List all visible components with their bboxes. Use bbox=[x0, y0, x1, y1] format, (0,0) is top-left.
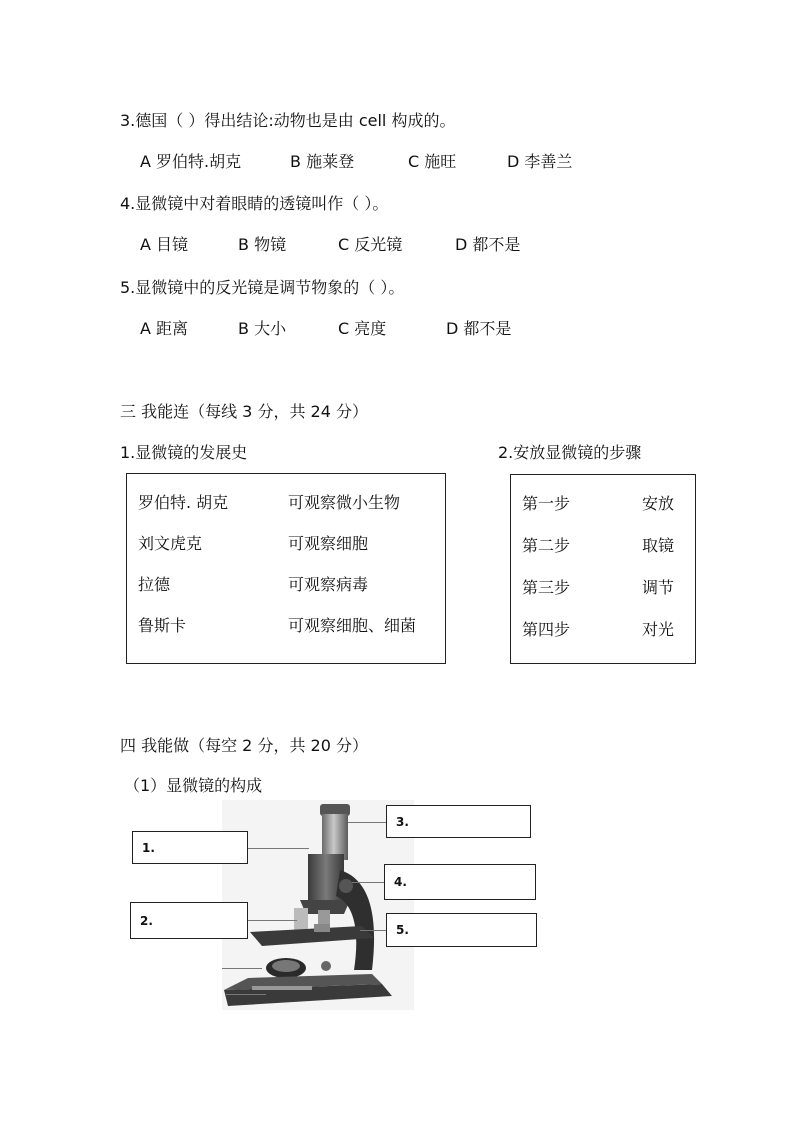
history-right-3: 可观察病毒 bbox=[288, 575, 369, 594]
section-3-title: 三 我能连（每线 3 分，共 24 分） bbox=[120, 402, 368, 421]
label-box-4[interactable] bbox=[384, 864, 536, 900]
label-2-number: 2. bbox=[140, 913, 153, 928]
q5-option-c: C 亮度 bbox=[338, 319, 387, 338]
leader-line-4 bbox=[352, 882, 384, 883]
section-4-subtitle: （1）显微镜的构成 bbox=[124, 776, 263, 795]
history-matching-box bbox=[126, 473, 446, 664]
history-left-2: 刘文虎克 bbox=[138, 534, 203, 553]
steps-left-2: 第二步 bbox=[522, 536, 571, 555]
q3-option-a: A 罗伯特.胡克 bbox=[140, 152, 242, 171]
part1-title: 1.显微镜的发展史 bbox=[120, 443, 248, 462]
q5-option-d: D 都不是 bbox=[446, 319, 512, 338]
label-box-3[interactable] bbox=[386, 805, 531, 838]
history-left-4: 鲁斯卡 bbox=[138, 616, 187, 635]
leader-line-2 bbox=[247, 920, 297, 921]
label-1-number: 1. bbox=[142, 840, 155, 855]
steps-matching-box bbox=[510, 474, 696, 664]
label-box-1[interactable] bbox=[132, 831, 248, 864]
q4-option-d: D 都不是 bbox=[455, 235, 521, 254]
leader-line-5 bbox=[360, 930, 386, 931]
q4-option-a: A 目镜 bbox=[140, 235, 189, 254]
question-5: 5.显微镜中的反光镜是调节物象的（ ）。 bbox=[120, 278, 405, 297]
history-right-2: 可观察细胞 bbox=[288, 534, 369, 553]
label-box-5[interactable] bbox=[386, 913, 537, 947]
question-3: 3.德国（ ）得出结论:动物也是由 cell 构成的。 bbox=[120, 111, 456, 130]
q3-option-c: C 施旺 bbox=[408, 152, 457, 171]
label-4-number: 4. bbox=[394, 875, 407, 889]
section-4-title: 四 我能做（每空 2 分，共 20 分） bbox=[120, 736, 368, 755]
q3-option-d: D 李善兰 bbox=[507, 152, 573, 171]
q5-option-a: A 距离 bbox=[140, 319, 189, 338]
q5-option-b: B 大小 bbox=[238, 319, 287, 338]
label-box-2[interactable] bbox=[130, 902, 248, 939]
history-right-1: 可观察微小生物 bbox=[288, 493, 401, 512]
history-right-4: 可观察细胞、细菌 bbox=[288, 616, 417, 635]
q3-option-b: B 施莱登 bbox=[290, 152, 355, 171]
steps-left-4: 第四步 bbox=[522, 620, 571, 639]
history-left-3: 拉德 bbox=[138, 575, 171, 594]
steps-right-2: 取镜 bbox=[642, 536, 675, 555]
part2-title: 2.安放显微镜的步骤 bbox=[498, 443, 642, 462]
q4-option-c: C 反光镜 bbox=[338, 235, 403, 254]
label-5-number: 5. bbox=[396, 923, 409, 937]
leader-line-1 bbox=[247, 848, 309, 849]
q4-option-b: B 物镜 bbox=[238, 235, 287, 254]
steps-left-1: 第一步 bbox=[522, 494, 571, 513]
leader-line-7 bbox=[226, 994, 266, 995]
history-left-1: 罗伯特. 胡克 bbox=[138, 493, 229, 512]
steps-left-3: 第三步 bbox=[522, 578, 571, 597]
question-4: 4.显微镜中对着眼睛的透镜叫作（ ）。 bbox=[120, 194, 389, 213]
steps-right-4: 对光 bbox=[642, 620, 675, 639]
steps-right-1: 安放 bbox=[642, 494, 675, 513]
leader-line-6 bbox=[222, 968, 262, 969]
leader-line-3 bbox=[348, 822, 386, 823]
steps-right-3: 调节 bbox=[642, 578, 675, 597]
label-3-number: 3. bbox=[396, 814, 409, 829]
